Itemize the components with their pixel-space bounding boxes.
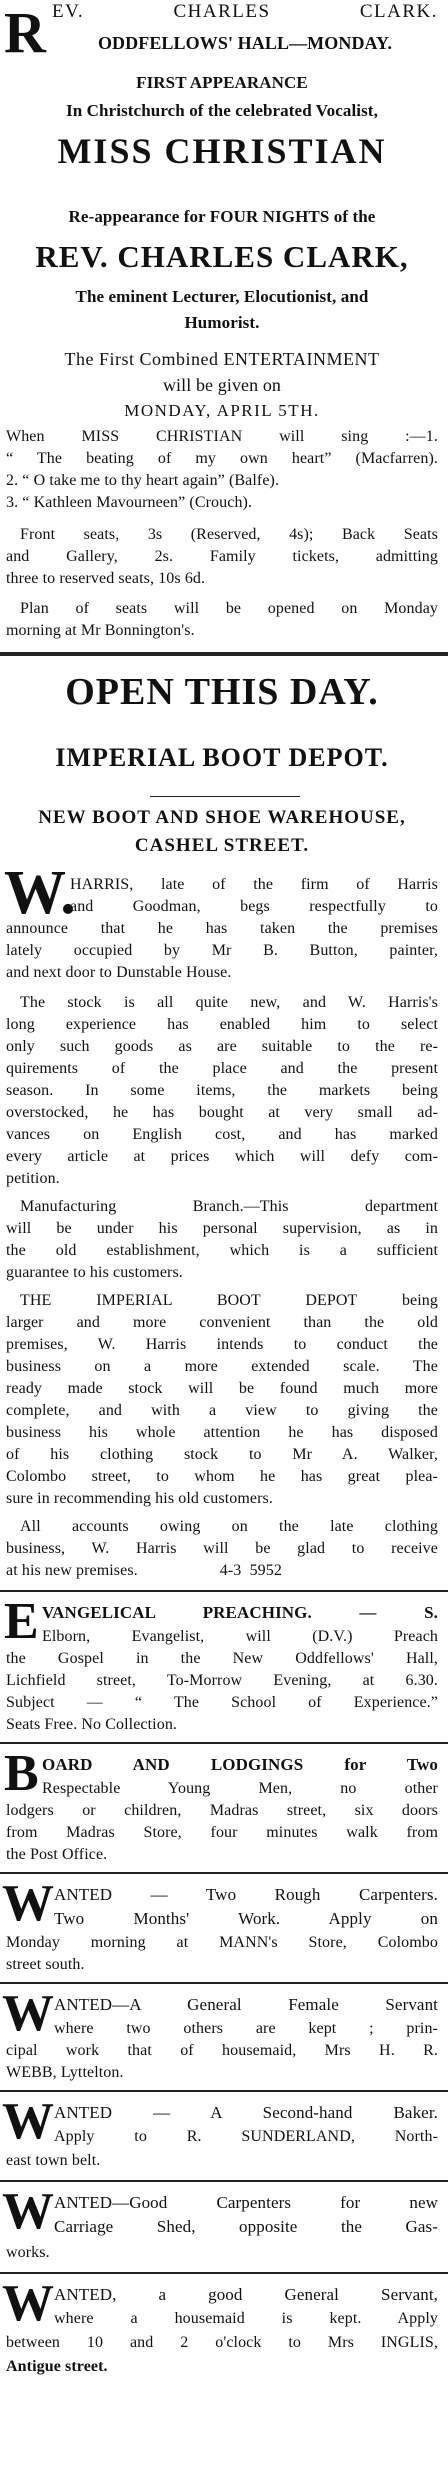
- clark-prices-line3: three to reserved seats, 10s 6d.: [6, 570, 206, 587]
- baker-dropcap: W: [2, 2093, 54, 2150]
- p3-line4: guarantee to his customers.: [6, 1264, 183, 1281]
- p2-line5: season. In some items, the markets being: [6, 1082, 438, 1099]
- p2-line4: quirements of the place and the present: [6, 1060, 438, 1077]
- clark-date: MONDAY, APRIL 5TH.: [124, 402, 320, 420]
- servant-line4: WEBB, Lyttelton.: [6, 2064, 124, 2081]
- evangelical-line2: Elborn, Evangelist, will (D.V.) Preach: [42, 1628, 438, 1645]
- evangelical-line4: Lichfield street, To-Morrow Evening, at 6.30.: [6, 1672, 438, 1689]
- carriage-line2: Carriage Shed, opposite the Gas-: [54, 2218, 438, 2236]
- board-line4: from Madras Store, four minutes walk from: [6, 1824, 438, 1841]
- evangelical-dropcap: E: [4, 1593, 39, 1650]
- evangelical-line6: Seats Free. No Collection.: [6, 1716, 178, 1733]
- section-divider: [0, 2272, 448, 2274]
- p3-line1: Manufacturing Branch.—This department: [20, 1198, 438, 1215]
- p2-line7: vances on English cost, and has marked: [6, 1126, 438, 1143]
- clark-plan-line2: morning at Mr Bonnington's.: [6, 622, 195, 639]
- open-this-day-heading: OPEN THIS DAY.: [65, 672, 379, 713]
- clark-songs-line2: “ The beating of my own heart” (Macfarren).: [6, 450, 438, 467]
- p4-line4: business on a more extended scale. The: [6, 1358, 438, 1375]
- section-divider: [0, 1590, 448, 1592]
- board-line2: Respectable Young Men, no other: [42, 1780, 438, 1797]
- section-divider: [0, 1982, 448, 1984]
- p5-line1: All accounts owing on the late clothing: [20, 1518, 438, 1535]
- p1-line2: and Goodman, begs respectfully to: [70, 898, 438, 915]
- p4-line9: Colombo street, to whom he has great plea-: [6, 1468, 438, 1485]
- general-servant-line3: between 10 and 2 o'clock to Mrs INGLIS,: [6, 2334, 438, 2351]
- p1-line4: lately occupied by Mr B. Button, painter,: [6, 942, 438, 959]
- miss-christian-heading: MISS CHRISTIAN: [57, 132, 387, 171]
- carriage-dropcap: W: [2, 2183, 54, 2240]
- p2-line9: petition.: [6, 1170, 60, 1187]
- warehouse-heading: NEW BOOT AND SHOE WAREHOUSE,: [38, 808, 406, 828]
- clark-desc-line2: Humorist.: [184, 314, 260, 332]
- section-divider: [0, 2090, 448, 2092]
- clark-prices-line1: Front seats, 3s (Reserved, 4s); Back Seats: [20, 526, 438, 543]
- servant-dropcap: W: [2, 1985, 54, 2042]
- baker-line3: east town belt.: [6, 2152, 101, 2169]
- p2-line2: long experience has enabled him to select: [6, 1016, 438, 1033]
- clark-intro: In Christchurch of the celebrated Vocalist,: [66, 102, 378, 120]
- carpenters-line4: street south.: [6, 1956, 85, 1973]
- clark-reappearance: Re-appearance for FOUR NIGHTS of the: [68, 208, 376, 226]
- clark-first-appearance: FIRST APPEARANCE: [136, 74, 308, 92]
- clark-header: EV. CHARLES CLARK.: [52, 2, 438, 22]
- board-line1: OARD AND LODGINGS for Two: [42, 1756, 438, 1774]
- p2-line3: only such goods as are suitable to the re-: [6, 1038, 438, 1055]
- p2-line1: The stock is all quite new, and W. Harris's: [20, 994, 438, 1011]
- carpenters-dropcap: W: [2, 1875, 54, 1932]
- general-servant-line1: ANTED, a good General Servant,: [54, 2286, 438, 2304]
- carpenters-line1: ANTED — Two Rough Carpenters.: [54, 1886, 438, 1904]
- clark-prices-line2: and Gallery, 2s. Family tickets, admitting: [6, 548, 438, 565]
- baker-line2: Apply to R. SUNDERLAND, North-: [54, 2128, 438, 2145]
- section-divider: [0, 2180, 448, 2182]
- p4-line2: larger and more convenient than the old: [6, 1314, 438, 1331]
- servant-line3: cipal work that of housemaid, Mrs H. R.: [6, 2042, 438, 2059]
- section-divider: [0, 1742, 448, 1744]
- p4-line5: ready made stock will be found much more: [6, 1380, 438, 1397]
- p5-line3: at his new premises. 4-3 5952: [6, 1562, 282, 1579]
- clark-songs-line3: 2. “ O take me to thy heart again” (Balfe).: [6, 472, 280, 489]
- section-divider: [0, 652, 448, 656]
- evangelical-line5: Subject — “ The School of Experience.”: [6, 1694, 438, 1711]
- clark-entertainment-line2: will be given on: [162, 376, 282, 395]
- p1-line1: HARRIS, late of the firm of Harris: [70, 876, 438, 893]
- clark-desc-line1: The eminent Lecturer, Elocutionist, and: [75, 288, 369, 306]
- p4-line7: business his whole attention he has disposed: [6, 1424, 438, 1441]
- p4-line10: sure in recommending his old customers.: [6, 1490, 273, 1507]
- rev-charles-clark-heading: REV. CHARLES CLARK,: [35, 240, 409, 274]
- baker-line1: ANTED — A Second-hand Baker.: [54, 2104, 438, 2122]
- clark-songs-line1: When MISS CHRISTIAN will sing :—1.: [6, 428, 438, 445]
- p2-line8: every article at prices which will defy com-: [6, 1148, 438, 1165]
- board-line5: the Post Office.: [6, 1846, 108, 1863]
- imperial-boot-depot-heading: IMPERIAL BOOT DEPOT.: [55, 744, 389, 772]
- clark-plan-line1: Plan of seats will be opened on Monday: [20, 600, 438, 617]
- board-dropcap: B: [4, 1745, 39, 1802]
- clark-songs-line4: 3. “ Kathleen Mavourneen” (Crouch).: [6, 494, 253, 511]
- clark-venue: ODDFELLOWS' HALL—MONDAY.: [97, 34, 393, 53]
- clark-entertainment-line1: The First Combined ENTERTAINMENT: [64, 350, 380, 369]
- p5-line2: business, W. Harris will be glad to receive: [6, 1540, 438, 1557]
- general-servant-line4: Antigue street.: [6, 2358, 108, 2375]
- p3-line2: will be under his personal supervision, as in: [6, 1220, 438, 1237]
- evangelical-line1: VANGELICAL PREACHING. — S.: [42, 1604, 438, 1622]
- servant-line2: where two others are kept ; prin-: [54, 2020, 438, 2037]
- short-rule: [150, 796, 300, 797]
- carpenters-line3: Monday morning at MANN's Store, Colombo: [6, 1934, 438, 1951]
- p2-line6: overstocked, he has bought at very small ad-: [6, 1104, 438, 1121]
- carpenters-line2: Two Months' Work. Apply on: [54, 1910, 438, 1928]
- evangelical-line3: the Gospel in the New Oddfellows' Hall,: [6, 1650, 438, 1667]
- p4-line1: THE IMPERIAL BOOT DEPOT being: [20, 1292, 438, 1309]
- p1-line5: and next door to Dunstable House.: [6, 964, 232, 981]
- clark-dropcap: R: [4, 0, 46, 65]
- carriage-line1: ANTED—Good Carpenters for new: [54, 2194, 438, 2212]
- general-servant-line2: where a housemaid is kept. Apply: [54, 2310, 438, 2327]
- carriage-line3: works.: [6, 2244, 50, 2261]
- p4-line8: of his clothing stock to Mr A. Walker,: [6, 1446, 438, 1463]
- p4-line3: premises, W. Harris intends to conduct the: [6, 1336, 438, 1353]
- servant-line1: ANTED—A General Female Servant: [54, 1996, 438, 2014]
- harris-dropcap: W.: [4, 859, 76, 927]
- board-line3: lodgers or children, Madras street, six doors: [6, 1802, 438, 1819]
- general-servant-dropcap: W: [2, 2275, 54, 2332]
- p4-line6: complete, and with a view to giving the: [6, 1402, 438, 1419]
- p3-line3: the old establishment, which is a sufficient: [6, 1242, 438, 1259]
- cashel-street-heading: CASHEL STREET.: [134, 836, 310, 856]
- p1-line3: announce that he has taken the premises: [6, 920, 438, 937]
- section-divider: [0, 1872, 448, 1874]
